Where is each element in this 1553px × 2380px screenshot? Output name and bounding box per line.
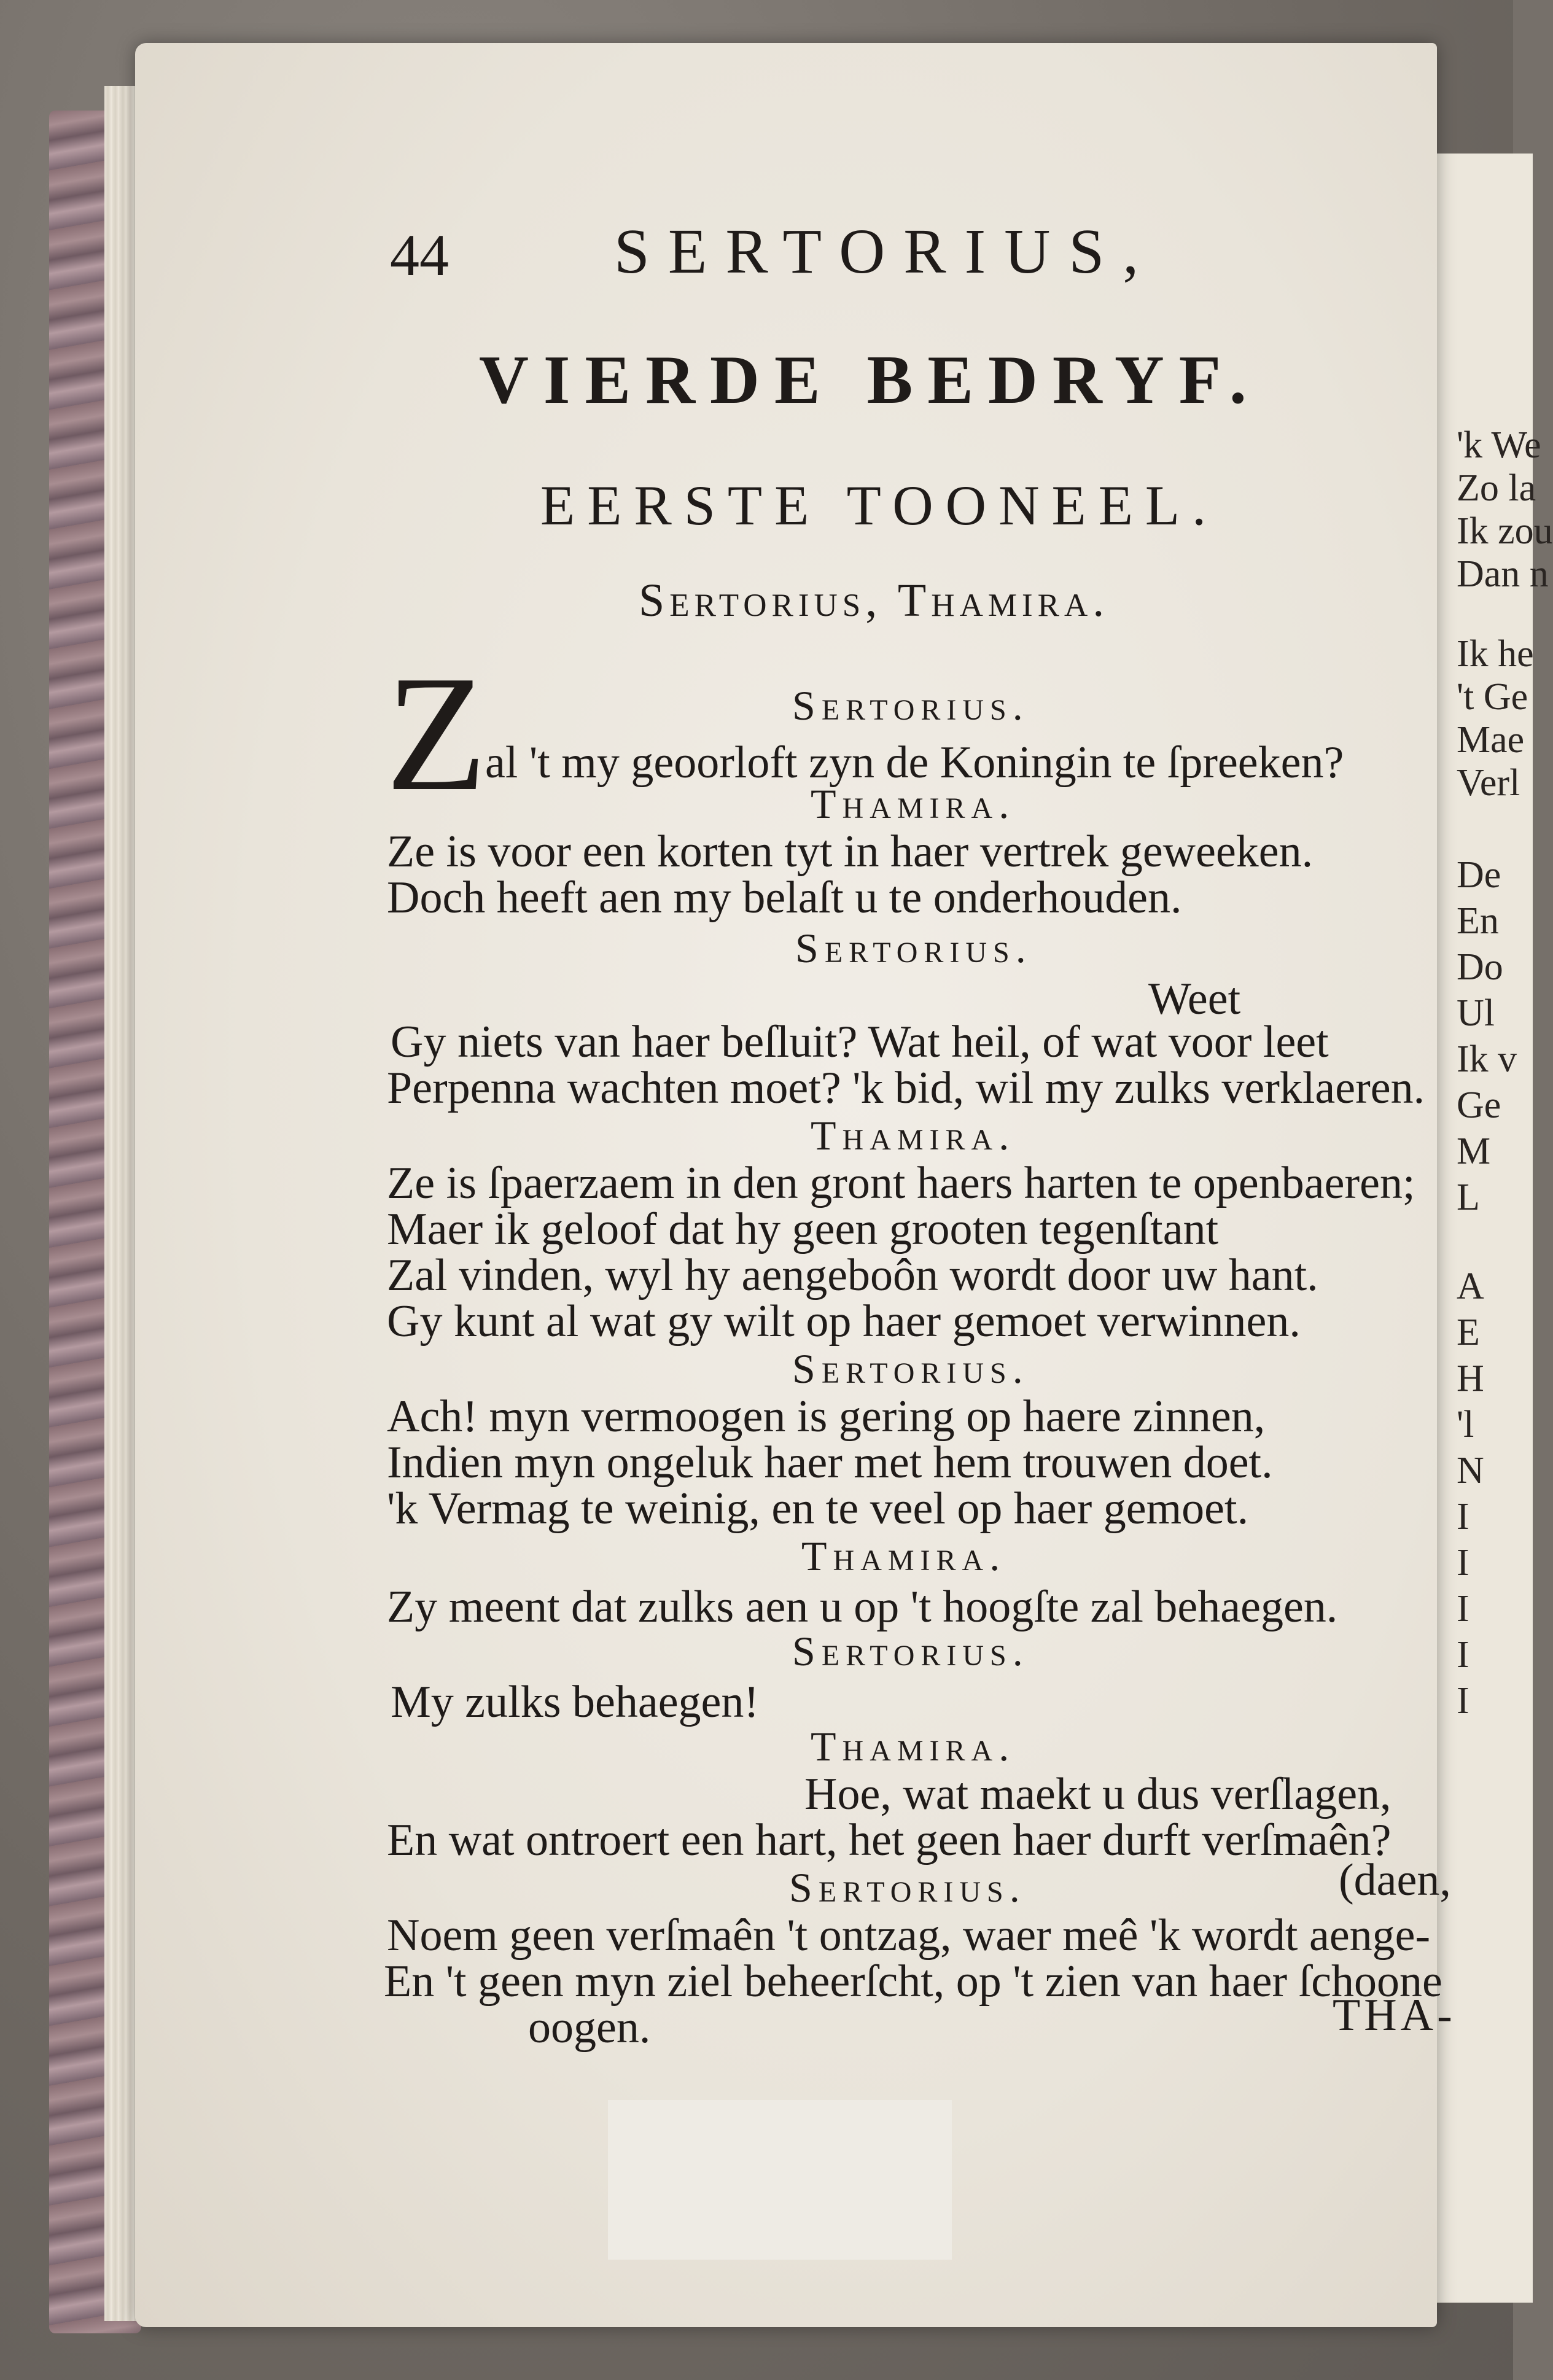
facing-line: Zo la [1457, 467, 1536, 509]
blank-label-patch [608, 2100, 952, 2260]
verse-line: oogen. [528, 2002, 651, 2053]
facing-line: A [1457, 1266, 1484, 1307]
facing-line: I [1457, 1634, 1469, 1676]
facing-line: 'k We [1457, 424, 1541, 466]
verse-line: (daen, [1339, 1855, 1451, 1905]
facing-line: 't Ge [1457, 676, 1528, 718]
speaker-label: Thamira. [811, 780, 1016, 827]
verse-line: Noem geen verſmaên 't ontzag, waer meê 'k wordt aenge- [387, 1910, 1431, 1961]
facing-line: I [1457, 1588, 1469, 1630]
speaker-label: Sertorius. [792, 682, 1029, 729]
speaker-label: Sertorius. [792, 1628, 1029, 1674]
facing-line: Dan n [1457, 553, 1549, 595]
facing-line: En [1457, 900, 1499, 942]
facing-line: I [1457, 1680, 1469, 1722]
verse-line: Ach! myn vermoogen is gering op haere zinnen, [387, 1391, 1266, 1442]
verse-line: En 't geen myn ziel beheerſcht, op 't zien van haer ſchoone [384, 1956, 1442, 2007]
facing-line: Ik zou [1457, 510, 1553, 552]
verse-line: Weet [1148, 974, 1241, 1024]
facing-line: Ge [1457, 1084, 1501, 1126]
drop-cap: Z [386, 642, 487, 825]
running-title: SERTORIUS, [614, 216, 1158, 287]
speaker-label: Thamira. [811, 1112, 1016, 1159]
facing-line: L [1457, 1176, 1480, 1218]
verse-line: Zy meent dat zulks aen u op 't hoogſte zal behaegen. [387, 1582, 1338, 1632]
speaker-label: Thamira. [801, 1533, 1006, 1579]
verse-line: Perpenna wachten moet? 'k bid, wil my zulks verklaeren. [387, 1063, 1425, 1113]
facing-line: Verl [1457, 762, 1520, 804]
verse-line: Maer ik geloof dat hy geen grooten tegenſtant [387, 1204, 1219, 1254]
act-title: VIERDE BEDRYF. [479, 342, 1261, 418]
cast-line: Sertorius, Thamira. [639, 575, 1110, 626]
scene-title: EERSTE TOONEEL. [540, 474, 1219, 537]
facing-line: E [1457, 1312, 1480, 1353]
facing-line: I [1457, 1496, 1469, 1538]
facing-line: Mae [1457, 719, 1525, 761]
verse-line: al 't my geoorloft zyn de Koningin te ſpreeken? [485, 737, 1344, 788]
facing-line: Ul [1457, 992, 1495, 1034]
page-number: 44 [390, 222, 449, 288]
facing-line: Ik he [1457, 633, 1534, 675]
verse-line: Hoe, wat maekt u dus verſlagen, [804, 1769, 1391, 1819]
facing-line: Ik v [1457, 1038, 1517, 1080]
verse-line: Ze is ſpaerzaem in den gront haers harten te openbaeren; [387, 1158, 1415, 1208]
speaker-label: Thamira. [811, 1723, 1016, 1770]
verse-line: 'k Vermag te weinig, en te veel op haer gemoet. [387, 1484, 1249, 1534]
verse-line: En wat ontroert een hart, het geen haer durft verſmaên? [387, 1815, 1391, 1865]
facing-line: 'l [1457, 1404, 1474, 1445]
facing-line: N [1457, 1450, 1484, 1491]
verse-line: Gy niets van haer beſluit? Wat heil, of wat voor leet [391, 1017, 1329, 1067]
facing-line: I [1457, 1542, 1469, 1584]
verse-line: Zal vinden, wyl hy aengeboôn wordt door uw hant. [387, 1250, 1318, 1301]
catchword: THA- [1333, 1990, 1456, 2040]
verse-line: Ze is voor een korten tyt in haer vertrek geweeken. [387, 826, 1314, 877]
speaker-label: Sertorius. [789, 1864, 1026, 1911]
verse-line: Indien myn ongeluk haer met hem trouwen doet. [387, 1437, 1273, 1488]
verse-line: My zulks behaegen! [391, 1677, 760, 1727]
verse-line: Doch heeft aen my belaſt u te onderhouden. [387, 873, 1182, 923]
speaker-label: Sertorius. [792, 1345, 1029, 1392]
facing-line: De [1457, 854, 1501, 896]
speaker-label: Sertorius. [795, 925, 1032, 971]
facing-line: M [1457, 1130, 1491, 1172]
facing-line: H [1457, 1358, 1484, 1399]
facing-line: Do [1457, 946, 1503, 988]
verse-line: Gy kunt al wat gy wilt op haer gemoet verwinnen. [387, 1296, 1301, 1347]
